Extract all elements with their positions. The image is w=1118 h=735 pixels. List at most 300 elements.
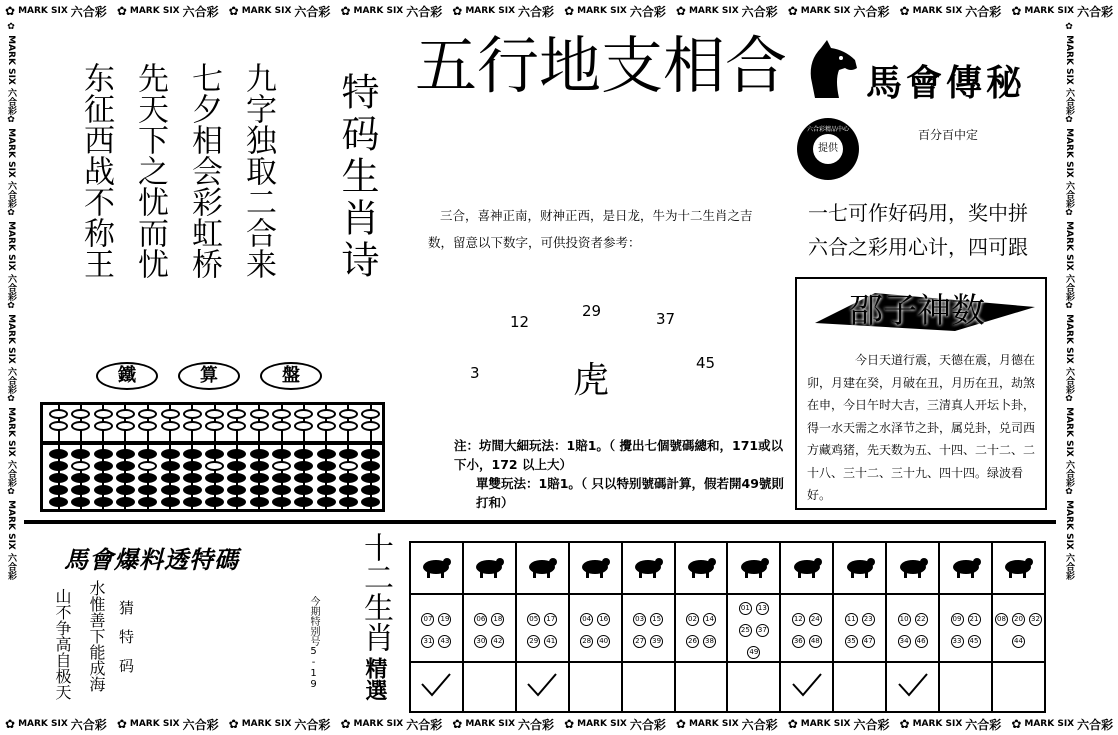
abacus-bead — [49, 473, 68, 483]
border-brand: MARK SIX — [465, 6, 516, 16]
check-mark-icon — [791, 683, 823, 702]
zodiac-icon-cell — [833, 542, 886, 594]
zodiac-numbers-cell — [833, 594, 886, 662]
border-tile: ✿ MARK SIX 六合彩 — [1064, 394, 1074, 487]
abacus-bead — [361, 473, 380, 483]
border-tile: ✿ MARK SIX 六合彩 — [1064, 301, 1074, 394]
border-tile — [224, 716, 336, 733]
flower-icon: ✿ — [675, 4, 686, 18]
number-ball: 02 — [686, 613, 699, 626]
abacus-bead — [205, 461, 224, 471]
number-ball: 11 — [845, 613, 858, 626]
abacus-bead — [205, 473, 224, 483]
dragon-icon — [631, 564, 665, 583]
border-brand-cn: 六合彩 — [70, 4, 107, 19]
abacus-bead — [71, 421, 90, 431]
zodiac-icon-cell — [410, 542, 463, 594]
abacus-bead — [272, 449, 291, 459]
border-brand: MARK SIX — [1024, 719, 1075, 729]
zodiac-numbers-cell — [463, 594, 516, 662]
zodiac-numbers-cell — [569, 594, 622, 662]
zodiac-icon-cell — [569, 542, 622, 594]
border-brand-cn: 六合彩 — [965, 717, 1002, 732]
abacus-bead — [94, 497, 113, 507]
abacus-bead — [161, 409, 180, 419]
border-tile — [1006, 716, 1118, 733]
abacus-bead — [227, 409, 246, 419]
rabbit-icon — [578, 564, 612, 583]
border-brand: MARK SIX — [18, 6, 68, 16]
number-ball: 25 — [739, 624, 752, 637]
abacus-bead — [71, 461, 90, 471]
border-brand-cn: 六合彩 — [629, 4, 666, 19]
check-mark-icon — [526, 683, 558, 702]
number-ball: 38 — [703, 635, 716, 648]
poem-vertical-title: 特码生肖诗 — [335, 72, 379, 282]
poem-left — [70, 62, 276, 279]
flower-icon: ✿ — [452, 717, 463, 731]
border-tile — [895, 716, 1007, 733]
abacus-bead — [272, 461, 291, 471]
dog-icon — [949, 564, 983, 583]
abacus-bead — [227, 485, 246, 495]
abacus-bead — [317, 409, 336, 419]
number-ball: 26 — [686, 635, 699, 648]
border-tile — [559, 3, 671, 20]
number-ball: 45 — [968, 635, 981, 648]
number-ball: 47 — [862, 635, 875, 648]
zodiac-vertical-title: 十二生肖 — [358, 532, 393, 652]
rat-icon — [419, 564, 453, 583]
abacus-bead — [250, 461, 269, 471]
shaozi-text: 今日天道行震，天德在震，月德在卯，月建在癸，月破在丑，月历在丑，劫煞在申，今日午时大吉，三清真人开坛卜卦，得一水天需之水泽节之卦，属兑卦，兑司西方藏鸡猪，先天数为五、十四、二十二、二十八、三十二、三十九、四十四。绿波看好。 — [807, 353, 1036, 502]
zodiac-icon-cell — [463, 542, 516, 594]
bottom-border — [0, 713, 1114, 735]
abacus-bead — [339, 449, 358, 459]
verse-column: 猜特码 — [117, 600, 135, 687]
border-tile — [0, 3, 112, 20]
border-brand: MARK SIX — [353, 719, 404, 729]
border-brand-cn: 六合彩 — [741, 717, 778, 732]
abacus-bead — [71, 449, 90, 459]
note-big-small: 注：坊間大細玩法：1賠1。（ 攪出七個號碼總和，171或以下小，172 以上大） — [454, 438, 784, 472]
zodiac-check-cell — [833, 662, 886, 712]
border-tile — [0, 716, 112, 733]
page-title: 五行地支相合 — [415, 29, 788, 102]
abacus-bead — [272, 409, 291, 419]
border-brand: MARK SIX — [577, 719, 627, 729]
note-odd-even: 單雙玩法：1賠1。（ 只以特别號碼計算，假若開49號則打和） — [476, 476, 784, 510]
abacus-bead — [94, 449, 113, 459]
zodiac-numbers-cell — [886, 594, 939, 662]
abacus-bead — [138, 421, 157, 431]
abacus-bead — [317, 485, 336, 495]
abacus-bar — [43, 441, 382, 445]
check-mark-icon — [897, 683, 929, 702]
section-divider — [24, 520, 1056, 524]
zodiac-check-cell — [569, 662, 622, 712]
number-ball: 44 — [1012, 635, 1025, 648]
abacus-bead — [183, 421, 202, 431]
abacus-bead — [361, 421, 380, 431]
abacus-bead — [250, 497, 269, 507]
flower-icon: ✿ — [675, 717, 686, 731]
flower-icon: ✿ — [228, 4, 239, 18]
number-ball: 42 — [491, 635, 504, 648]
goat-icon — [790, 564, 824, 583]
number-ball: 15 — [650, 613, 663, 626]
abacus-bead — [116, 473, 135, 483]
number-ball: 19 — [438, 613, 451, 626]
number-ball: 03 — [633, 613, 646, 626]
zodiac-icon-cell — [780, 542, 833, 594]
number-ball: 16 — [597, 613, 610, 626]
abacus-bead — [227, 497, 246, 507]
border-brand-cn: 六合彩 — [406, 4, 443, 19]
border-brand: MARK SIX — [912, 719, 963, 729]
abacus-bead — [317, 421, 336, 431]
abacus-bead — [205, 497, 224, 507]
border-brand-cn: 六合彩 — [629, 717, 666, 732]
border-tile: ✿ MARK SIX 六合彩 — [6, 115, 16, 208]
abacus-image — [40, 402, 385, 512]
monkey-icon — [843, 564, 877, 583]
tip-line: 一七可作好码用，奖中拼 — [808, 201, 1028, 225]
border-brand-cn: 六合彩 — [1077, 717, 1114, 732]
abacus-bead — [339, 473, 358, 483]
border-brand: MARK SIX — [1024, 6, 1075, 16]
pig-icon — [1001, 564, 1035, 583]
border-tile — [1006, 3, 1118, 20]
abacus-bead — [94, 421, 113, 431]
flower-icon: ✿ — [787, 717, 798, 731]
abacus-bead — [183, 497, 202, 507]
abacus-bead — [94, 461, 113, 471]
abacus-bead — [317, 461, 336, 471]
number-ball: 09 — [951, 613, 964, 626]
border-brand: MARK SIX — [465, 719, 516, 729]
number-ball: 08 — [995, 613, 1008, 626]
zodiac-check-cell — [622, 662, 675, 712]
horse-logo-icon — [805, 38, 860, 104]
abacus-bead — [294, 497, 313, 507]
number-ball: 35 — [845, 635, 858, 648]
border-tile: ✿ MARK SIX 六合彩 — [1064, 115, 1074, 208]
abacus-bead — [116, 461, 135, 471]
number-ball: 46 — [915, 635, 928, 648]
abacus-bead — [317, 449, 336, 459]
number-ball: 41 — [544, 635, 557, 648]
verse-column: 山不争高自极天 — [53, 588, 72, 700]
zodiac-numbers-cell — [410, 594, 463, 662]
border-brand-cn: 六合彩 — [70, 717, 107, 732]
flower-icon: ✿ — [564, 717, 575, 731]
abacus-bead — [339, 421, 358, 431]
zodiac-icon-cell — [675, 542, 728, 594]
zodiac-icon-cell — [992, 542, 1045, 594]
zodiac-check-cell — [675, 662, 728, 712]
abacus-bead — [116, 409, 135, 419]
border-brand: MARK SIX — [353, 6, 404, 16]
flower-icon: ✿ — [5, 717, 16, 731]
abacus-bead — [94, 473, 113, 483]
abacus-bead — [205, 449, 224, 459]
abacus-bead — [183, 473, 202, 483]
number-ball: 49 — [747, 646, 760, 659]
abacus-bead — [94, 409, 113, 419]
border-brand-cn: 六合彩 — [741, 4, 778, 19]
abacus-bead — [71, 485, 90, 495]
zodiac-numbers-cell — [992, 594, 1045, 662]
abacus-bead — [116, 485, 135, 495]
border-tile — [112, 716, 224, 733]
abacus-bead — [339, 485, 358, 495]
abacus-bead — [161, 449, 180, 459]
border-tile — [559, 716, 671, 733]
abacus-bead — [250, 485, 269, 495]
poem-column: 七夕相会彩虹桥 — [186, 62, 222, 279]
abacus-bead — [361, 449, 380, 459]
abacus-bead — [49, 485, 68, 495]
abacus-bead — [161, 485, 180, 495]
border-tile — [112, 3, 224, 20]
abacus-bead — [227, 421, 246, 431]
abacus-bead — [49, 497, 68, 507]
number-ball: 05 — [527, 613, 540, 626]
zodiac-vertical-sub: 精選 — [362, 657, 388, 701]
shaozi-box — [795, 277, 1047, 510]
abacus-bead — [161, 473, 180, 483]
border-tile — [447, 716, 559, 733]
border-brand: MARK SIX — [912, 6, 963, 16]
abacus-bead — [205, 409, 224, 419]
zodiac-table — [409, 541, 1046, 713]
rooster-icon — [896, 564, 930, 583]
number-ball: 27 — [633, 635, 646, 648]
border-brand: MARK SIX — [129, 719, 180, 729]
abacus-bead — [205, 421, 224, 431]
abacus-bead — [294, 473, 313, 483]
border-brand: MARK SIX — [800, 719, 851, 729]
right-border — [1058, 22, 1080, 713]
border-tile — [783, 3, 895, 20]
stamp-center: 提供 — [813, 134, 843, 164]
abacus-bead — [294, 461, 313, 471]
lucky-number: 3 — [470, 364, 480, 382]
abacus-bead — [317, 497, 336, 507]
snake-icon — [684, 564, 718, 583]
check-mark-icon — [420, 683, 452, 702]
abacus-bead — [183, 449, 202, 459]
abacus-bead — [294, 449, 313, 459]
abacus-bead — [49, 421, 68, 431]
abacus-bead — [272, 473, 291, 483]
abacus-bead — [272, 485, 291, 495]
border-brand-cn: 六合彩 — [965, 4, 1002, 19]
border-tile: ✿ MARK SIX 六合彩 — [1064, 487, 1074, 580]
flower-icon: ✿ — [452, 4, 463, 18]
zodiac-numbers-cell — [939, 594, 992, 662]
border-brand: MARK SIX — [129, 6, 180, 16]
zodiac-icon-cell — [622, 542, 675, 594]
zodiac-icon-cell — [727, 542, 780, 594]
border-brand-cn: 六合彩 — [406, 717, 443, 732]
abacus-bead — [161, 461, 180, 471]
zodiac-icon-cell — [886, 542, 939, 594]
ox-icon — [472, 564, 506, 583]
issue-note: 今期特别号5-19 — [308, 596, 319, 690]
number-ball: 28 — [580, 635, 593, 648]
abacus-labels — [96, 362, 322, 390]
number-ball: 23 — [862, 613, 875, 626]
border-tile — [447, 3, 559, 20]
border-tile — [895, 3, 1007, 20]
border-brand: MARK SIX — [241, 6, 292, 16]
abacus-bead — [71, 409, 90, 419]
number-ball: 32 — [1029, 613, 1042, 626]
flower-icon: ✿ — [116, 4, 127, 18]
border-brand-cn: 六合彩 — [294, 717, 331, 732]
border-brand: MARK SIX — [800, 6, 851, 16]
abacus-bead — [49, 409, 68, 419]
number-ball: 10 — [898, 613, 911, 626]
border-brand: MARK SIX — [688, 719, 739, 729]
shaozi-title: 邵子神数 — [849, 291, 985, 331]
flower-icon: ✿ — [116, 717, 127, 731]
abacus-bead — [138, 485, 157, 495]
abacus-bead — [250, 449, 269, 459]
abacus-bead — [116, 497, 135, 507]
zodiac-check-cell — [463, 662, 516, 712]
abacus-bead — [361, 497, 380, 507]
flower-icon: ✿ — [564, 4, 575, 18]
number-ball: 48 — [809, 635, 822, 648]
border-brand: MARK SIX — [241, 719, 292, 729]
abacus-bead — [339, 497, 358, 507]
abacus-bead — [94, 485, 113, 495]
border-tile — [224, 3, 336, 20]
number-ball: 34 — [898, 635, 911, 648]
zodiac-icon-cell — [939, 542, 992, 594]
horse-icon — [737, 564, 771, 583]
border-brand-cn: 六合彩 — [853, 717, 890, 732]
border-tile: ✿ MARK SIX 六合彩 — [6, 208, 16, 301]
flower-icon: ✿ — [340, 717, 351, 731]
border-brand-cn: 六合彩 — [518, 717, 555, 732]
border-brand-cn: 六合彩 — [182, 717, 219, 732]
poem-column: 九字独取二合来 — [240, 62, 276, 279]
abacus-bead — [116, 449, 135, 459]
verse-column: 水惟善下能成海 — [87, 580, 106, 692]
border-brand: MARK SIX — [18, 719, 68, 729]
zodiac-check-cell — [992, 662, 1045, 712]
abacus-bead — [116, 421, 135, 431]
abacus-bead — [272, 421, 291, 431]
zodiac-numbers-cell — [780, 594, 833, 662]
abacus-bead — [250, 409, 269, 419]
abacus-label: 盤 — [260, 362, 322, 390]
lucky-number: 45 — [696, 354, 716, 372]
abacus-bead — [161, 497, 180, 507]
zodiac-numbers-cell — [622, 594, 675, 662]
abacus-label: 鐵 — [96, 362, 158, 390]
abacus-bead — [183, 461, 202, 471]
number-ball: 30 — [474, 635, 487, 648]
abacus-bead — [361, 409, 380, 419]
number-ball: 21 — [968, 613, 981, 626]
tip-line: 六合之彩用心计，四可跟 — [808, 235, 1028, 259]
stamp-ring-text: 六合彩精品中心 — [806, 126, 849, 133]
number-ball: 24 — [809, 613, 822, 626]
abacus-label: 算 — [178, 362, 240, 390]
border-brand: MARK SIX — [577, 6, 627, 16]
flower-icon: ✿ — [899, 717, 910, 731]
number-ball: 18 — [491, 613, 504, 626]
border-brand-cn: 六合彩 — [853, 4, 890, 19]
abacus-bead — [250, 473, 269, 483]
border-tile — [783, 716, 895, 733]
number-ball: 29 — [527, 635, 540, 648]
zodiac-pick: 虎 — [573, 360, 610, 401]
abacus-bead — [361, 461, 380, 471]
abacus-bead — [183, 485, 202, 495]
abacus-bead — [272, 497, 291, 507]
abacus-bead — [294, 485, 313, 495]
zodiac-check-cell — [939, 662, 992, 712]
number-ball: 22 — [915, 613, 928, 626]
abacus-bead — [227, 449, 246, 459]
border-tile: ✿ MARK SIX 六合彩 — [6, 394, 16, 487]
flower-icon: ✿ — [5, 4, 16, 18]
number-ball: 14 — [703, 613, 716, 626]
number-ball: 39 — [650, 635, 663, 648]
abacus-bead — [161, 421, 180, 431]
top-border — [0, 0, 1114, 22]
flower-icon: ✿ — [340, 4, 351, 18]
border-brand-cn: 六合彩 — [182, 4, 219, 19]
stamp-seal — [797, 118, 859, 180]
flower-icon: ✿ — [899, 4, 910, 18]
number-ball: 31 — [421, 635, 434, 648]
abacus-bead — [250, 421, 269, 431]
number-ball: 04 — [580, 613, 593, 626]
zodiac-check-cell — [516, 662, 569, 712]
zodiac-icon-cell — [516, 542, 569, 594]
abacus-bead — [138, 449, 157, 459]
border-brand-cn: 六合彩 — [1077, 4, 1114, 19]
poem-column: 先天下之忧而忧 — [132, 62, 168, 279]
number-ball: 13 — [756, 602, 769, 615]
number-ball: 06 — [474, 613, 487, 626]
number-ball: 33 — [951, 635, 964, 648]
abacus-bead — [71, 497, 90, 507]
number-ball: 37 — [756, 624, 769, 637]
abacus-bead — [71, 473, 90, 483]
tiger-icon — [525, 564, 559, 583]
abacus-bead — [339, 461, 358, 471]
abacus-bead — [294, 421, 313, 431]
zodiac-check-cell — [780, 662, 833, 712]
abacus-bead — [138, 461, 157, 471]
border-tile — [335, 3, 447, 20]
number-ball: 40 — [597, 635, 610, 648]
border-tile — [671, 716, 783, 733]
abacus-bead — [227, 461, 246, 471]
number-ball: 01 — [739, 602, 752, 615]
abacus-bead — [183, 409, 202, 419]
abacus-bead — [294, 409, 313, 419]
slogan: 百分百中定 — [918, 128, 979, 142]
